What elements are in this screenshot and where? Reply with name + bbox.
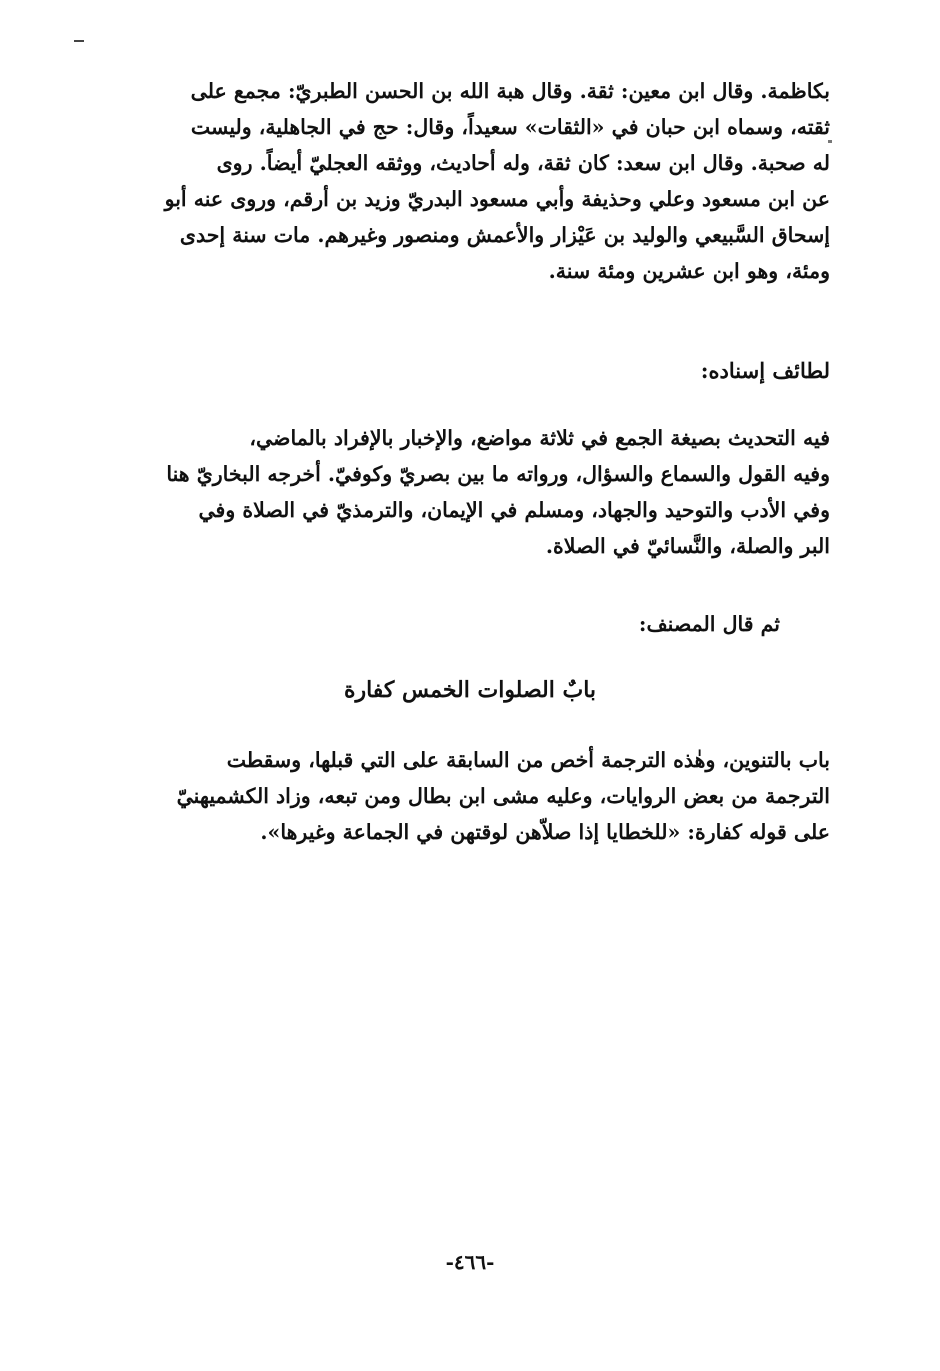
scan-mark xyxy=(74,40,84,42)
narrator-biography-paragraph xyxy=(115,73,830,289)
text-line: وفي الأدب والتوحيد والجهاد، ومسلم في الإيمان، والترمذيّ في الصلاة وفي xyxy=(198,498,830,522)
text-line: ثقته، وسماه ابن حبان في «الثقات» سعيداً، وقال: حج في الجاهلية، وليست xyxy=(190,115,830,139)
section-heading: لطائف إسناده: xyxy=(700,358,830,383)
text-line: فيه التحديث بصيغة الجمع في ثلاثة مواضع، والإخبار بالإفراد بالماضي، xyxy=(249,426,830,450)
text-line: الترجمة من بعض الروايات، وعليه مشى ابن بطال ومن تبعه، وزاد الكشميهنيّ xyxy=(176,784,830,808)
text-line: عن ابن مسعود وعلي وحذيفة وأبي مسعود البدريّ وزيد بن أرقم، وروى عنه أبو xyxy=(164,187,830,211)
text-line: ومئة، وهو ابن عشرين ومئة سنة. xyxy=(548,259,830,283)
text-line: إسحاق السَّبيعي والوليد بن عَيْزار والأعمش ومنصور وغيرهم. مات سنة إحدى xyxy=(179,223,830,247)
text-line: باب بالتنوين، وهٰذه الترجمة أخص من السابقة على التي قبلها، وسقطت xyxy=(226,748,830,772)
text-line: بكاظمة. وقال ابن معين: ثقة. وقال هبة الله بن الحسن الطبريّ: مجمع على xyxy=(190,79,830,103)
text-line: له صحبة. وقال ابن سعد: كان ثقة، وله أحاديث، ووثقه العجليّ أيضاً. روى xyxy=(216,151,830,175)
text-line: وفيه القول والسماع والسؤال، ورواته ما بين بصريّ وكوفيّ. أخرجه البخاريّ هنا xyxy=(166,462,830,486)
isnad-notes-paragraph xyxy=(115,420,830,564)
chapter-commentary-paragraph xyxy=(115,742,830,850)
author-said-line: ثم قال المصنف: xyxy=(638,612,780,636)
text-line: البر والصلة، والنَّسائيّ في الصلاة. xyxy=(545,534,830,558)
page-number: -٤٦٦- xyxy=(445,1250,495,1274)
chapter-title: بابٌ الصلوات الخمس كفارة xyxy=(343,677,597,703)
text-line: على قوله كفارة: «للخطايا إذا صلاّهن لوقتهن في الجماعة وغيرها». xyxy=(260,820,830,844)
